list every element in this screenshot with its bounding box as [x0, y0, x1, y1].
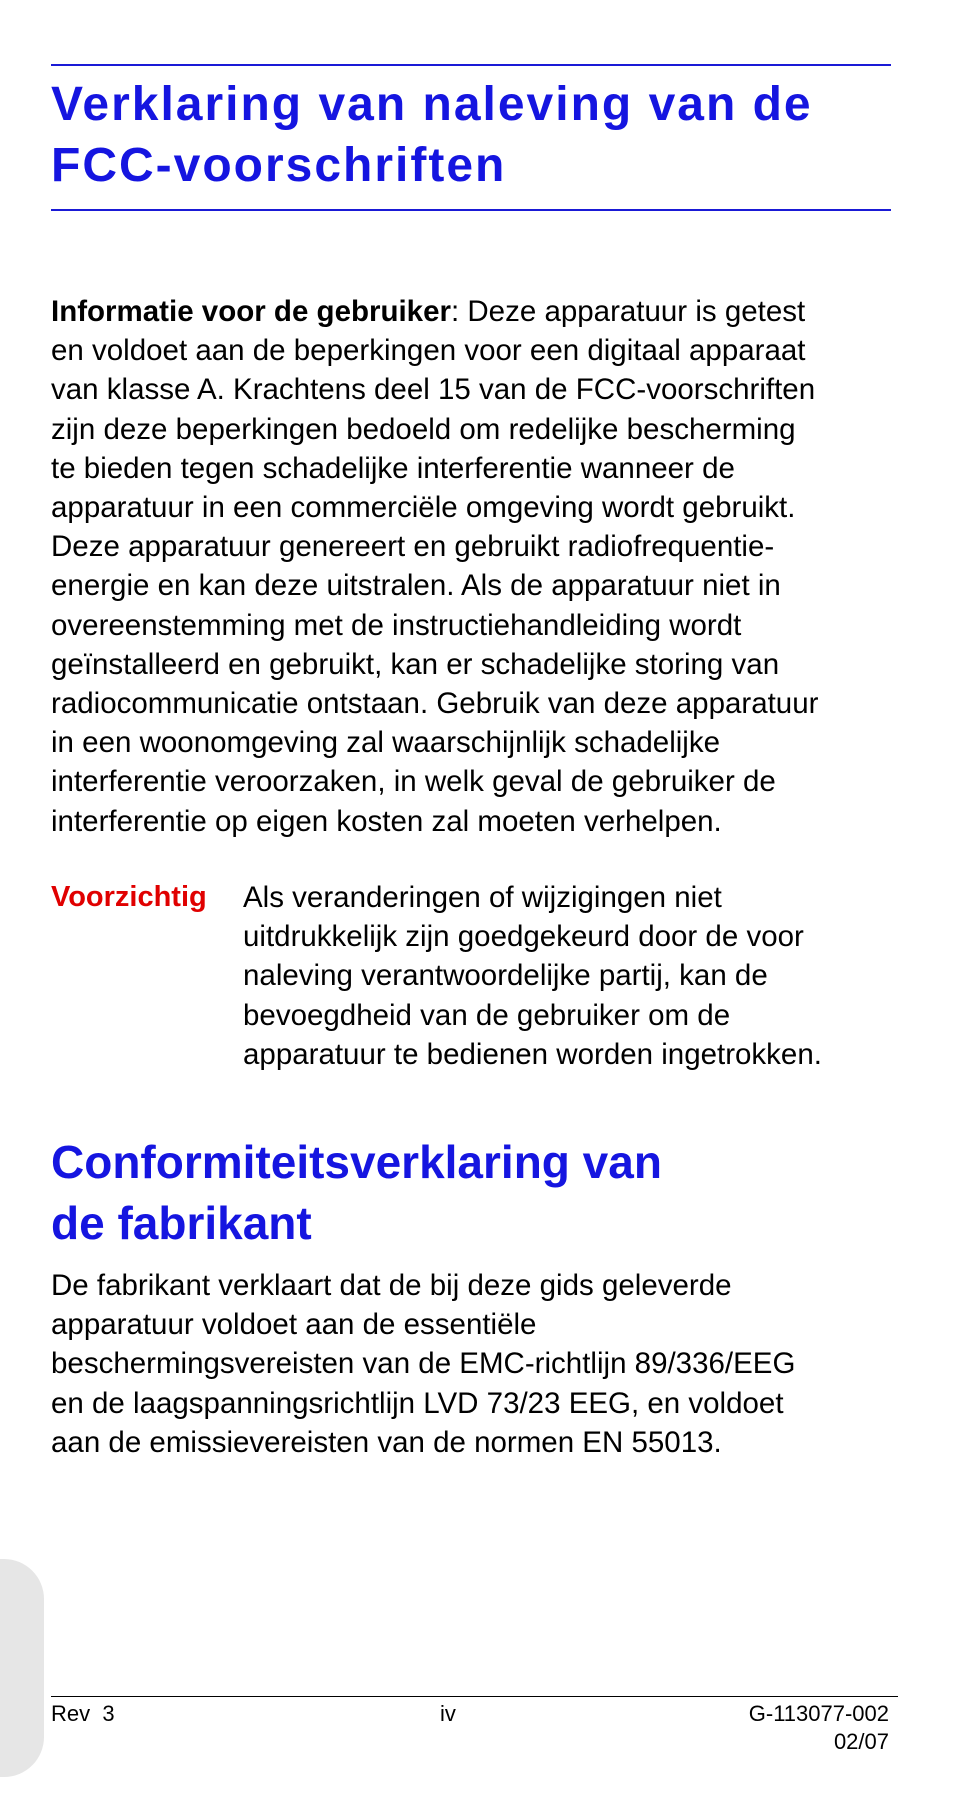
- fcc-user-information-paragraph: [51, 292, 901, 841]
- paragraph-line: in een woonomgeving zal waarschijnlijk schadelijke: [51, 726, 721, 760]
- caution-line: apparatuur te bedienen worden ingetrokken.: [243, 1037, 822, 1071]
- footer-page-number: iv: [440, 1701, 456, 1726]
- paragraph-line: Deze apparatuur genereert en gebruikt radiofrequentie-: [51, 530, 775, 564]
- section-title-fcc: [51, 74, 813, 196]
- heading-rule-bottom: [51, 209, 891, 211]
- section-title-conformity-line2: de fabrikant: [51, 1197, 312, 1249]
- paragraph-lead: Informatie voor de gebruiker: [51, 295, 451, 328]
- paragraph-line: energie en kan deze uitstralen. Als de apparatuur niet in: [51, 569, 781, 603]
- paragraph-line: zijn deze beperkingen bedoeld om redelijke bescherming: [51, 412, 796, 446]
- caution-line: bevoegdheid van de gebruiker om de: [243, 998, 731, 1032]
- section-title-fcc-line2: FCC-voorschriften: [51, 139, 507, 192]
- paragraph-line: beschermingsvereisten van de EMC-richtlijn 89/336/EEG: [51, 1347, 796, 1381]
- footer-date: 02/07: [833, 1729, 889, 1754]
- paragraph-line: : Deze apparatuur is getest: [450, 295, 806, 328]
- heading-rule-top: [51, 64, 891, 66]
- footer-revision: Rev 3: [51, 1701, 115, 1726]
- footer-doc-number: G-113077-002: [748, 1701, 889, 1726]
- paragraph-line: van klasse A. Krachtens deel 15 van de FCC-voorschriften: [51, 373, 816, 407]
- caution-text: [243, 878, 893, 1074]
- paragraph-line: apparatuur in een commerciële omgeving wordt gebruikt.: [51, 491, 796, 525]
- paragraph-line: interferentie op eigen kosten zal moeten verhelpen.: [51, 804, 722, 838]
- paragraph-line: geïnstalleerd en gebruikt, kan er schadelijke storing van: [51, 647, 780, 681]
- paragraph-line: en voldoet aan de beperkingen voor een digitaal apparaat: [51, 334, 806, 368]
- side-thumb-tab: [0, 1559, 44, 1777]
- manufacturer-declaration-paragraph: [51, 1266, 901, 1462]
- caution-line: uitdrukkelijk zijn goedgekeurd door de voor: [243, 920, 804, 954]
- paragraph-line: aan de emissievereisten van de normen EN 55013.: [51, 1425, 722, 1459]
- section-title-conformity-line1: Conformiteitsverklaring van: [51, 1136, 662, 1188]
- caution-label: Voorzichtig: [51, 881, 207, 913]
- paragraph-line: apparatuur voldoet aan de essentiële: [51, 1308, 537, 1342]
- paragraph-line: interferentie veroorzaken, in welk geval de gebruiker de: [51, 765, 776, 799]
- paragraph-line: en de laagspanningsrichtlijn LVD 73/23 EEG, en voldoet: [51, 1386, 784, 1420]
- document-page: [51, 0, 896, 1813]
- section-title-fcc-line1: Verklaring van naleving van de: [51, 78, 813, 131]
- footer-rule: [51, 1696, 898, 1697]
- paragraph-line: overeenstemming met de instructiehandleiding wordt: [51, 608, 742, 642]
- paragraph-line: De fabrikant verklaart dat de bij deze gids geleverde: [51, 1269, 732, 1302]
- footer-doc-info: [600, 1700, 889, 1756]
- caution-line: Als veranderingen of wijzigingen niet: [243, 881, 722, 914]
- caution-line: naleving verantwoordelijke partij, kan de: [243, 959, 768, 993]
- paragraph-line: radiocommunicatie ontstaan. Gebruik van deze apparatuur: [51, 687, 819, 721]
- section-title-conformity: [51, 1132, 662, 1254]
- paragraph-line: te bieden tegen schadelijke interferentie wanneer de: [51, 451, 735, 485]
